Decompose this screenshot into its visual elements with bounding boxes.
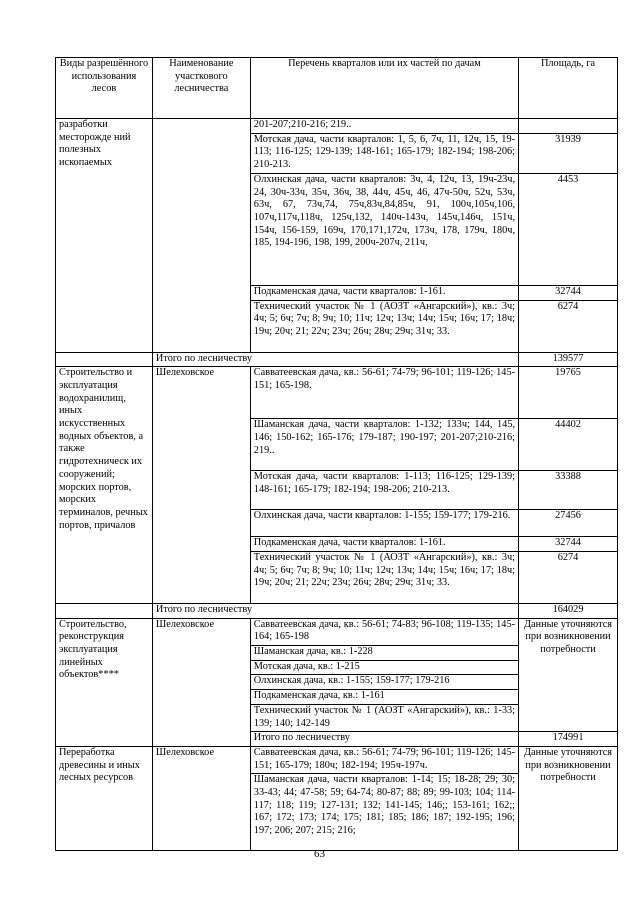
area-note-cell: Данные уточняются при возникновении потребности <box>519 746 618 850</box>
quarters-cell: Савватеевская дача, кв.: 56-61; 74-79; 96-101; 119-126; 145-151; 165-198. <box>250 367 518 419</box>
table-row <box>56 618 618 645</box>
quarters-cell: 201-207;210-216; 219.. <box>250 119 518 134</box>
quarters-cell: Мотская дача, части кварталов: 1-113; 116-125; 129-139; 148-161; 165-179; 182-194; 198-206; 210-213. <box>250 471 518 510</box>
use-type-cell: Переработка древесины и иных лесных ресурсов <box>56 746 153 850</box>
quarters-cell: Савватеевская дача, кв.: 56-61; 74-79; 96-101; 119-126; 145-151; 165-179; 180ч; 182-194; 195ч-197ч. <box>250 746 518 773</box>
area-cell: 32744 <box>519 285 618 300</box>
area-note-cell: Данные уточняются при возникновении потребности <box>519 618 618 732</box>
subtotal-value: 174991 <box>519 732 618 747</box>
empty-cell <box>56 603 153 618</box>
subtotal-label: Итого по лесничеству <box>250 732 518 747</box>
quarters-cell: Мотская дача, части кварталов: 1, 5, 6, 7ч, 11, 12ч, 15, 19-113; 116-125; 129-139; 148-161; 165-179; 182-194; 198-206; 210-213. <box>250 133 518 173</box>
header-use-type: Виды разрешённого использования лесов <box>56 58 153 119</box>
page-number: 63 <box>314 848 325 860</box>
quarters-cell: Олхинская дача, части кварталов: 3ч, 4, 12ч, 13, 19ч-23ч, 24, 30ч-33ч, 35ч, 36ч, 38, 44ч, 45ч, 46, 47ч-50ч, 52ч, 53ч, 63ч, 67, 73ч,74, 75ч,83ч,84,85ч, 91, 100ч,105ч,106, 107ч,117ч,118ч, 125ч,132, 140ч-143ч, 145ч,146ч, 151ч, 154ч, 156-159, 169ч, 170,171,172ч, 173ч, 178, 179ч, 180ч, 185, 194-196, 198, 199, 200ч-207ч, 211ч, <box>250 173 518 285</box>
area-cell: 19765 <box>519 367 618 419</box>
area-cell: 27456 <box>519 510 618 537</box>
forest-use-table <box>55 57 618 851</box>
area-cell: 33388 <box>519 471 618 510</box>
subtotal-value: 139577 <box>519 352 618 367</box>
area-cell <box>519 119 618 134</box>
quarters-cell: Подкаменская дача, кв.: 1-161 <box>250 690 518 705</box>
area-cell: 44402 <box>519 419 618 471</box>
area-cell: 6274 <box>519 551 618 603</box>
area-cell: 32744 <box>519 537 618 552</box>
header-forestry-name: Наименование участкового лесничества <box>152 58 250 119</box>
header-quarters-list: Перечень кварталов или их частей по дачам <box>250 58 518 119</box>
quarters-cell: Технический участок № 1 (АОЗТ «Ангарский»), кв.: 3ч; 4ч; 5; 6ч; 7ч; 8; 9ч; 10; 11ч; 12ч; 13ч; 14ч; 15ч; 16ч; 17; 18ч; 19ч; 20ч; 21; 22ч; 23ч; 26ч; 28ч; 29ч; 31ч; 33. <box>250 300 518 352</box>
header-area: Площадь, га <box>519 58 618 119</box>
subtotal-row <box>56 603 618 618</box>
quarters-cell: Подкаменская дача, части кварталов: 1-161. <box>250 537 518 552</box>
quarters-cell: Технический участок № 1 (АОЗТ «Ангарский»), кв.: 3ч; 4ч; 5; 6ч; 7ч; 8; 9ч; 10; 11ч; 12ч; 13ч; 14ч; 15ч; 16ч; 17; 18ч; 19ч; 20ч; 21; 22ч; 23ч; 26ч; 28ч; 29ч; 31ч; 33. <box>250 551 518 603</box>
quarters-cell: Подкаменская дача, части кварталов: 1-161. <box>250 285 518 300</box>
quarters-cell: Шаманская дача, части кварталов: 1-14; 15; 18-28; 29; 30; 33-43; 44; 47-58; 59; 64-74; 80-87; 88; 89; 99-103; 104; 114-117; 118; 119; 127-131; 132; 141-145; 146;; 153-161; 162;; 167; 172; 173; 174; 175; 181; 185; 186; 187; 192-195; 196; 197; 206; 207; 215; 216; <box>250 774 518 851</box>
use-type-cell: разработки месторожде ний полезных ископаемых <box>56 119 153 353</box>
use-type-cell: Строительство и эксплуатация водохранилищ, иных искусственных водных объектов, а также гидротехническ их сооружений; морских портов, морских терминалов, речных портов, причалов <box>56 367 153 604</box>
quarters-cell: Савватеевская дача, кв.: 56-61; 74-83; 96-108; 119-135; 145-164; 165-198 <box>250 618 518 645</box>
area-cell: 6274 <box>519 300 618 352</box>
subtotal-value: 164029 <box>519 603 618 618</box>
table-header-row <box>56 58 618 119</box>
subtotal-label: Итого по лесничеству <box>152 352 518 367</box>
quarters-cell: Олхинская дача, кв.: 1-155; 159-177; 179-216 <box>250 675 518 690</box>
quarters-cell: Мотская дача, кв.: 1-215 <box>250 660 518 675</box>
use-type-cell: Строительство, реконструкция эксплуатация линейных объектов**** <box>56 618 153 746</box>
empty-cell <box>56 352 153 367</box>
table-row <box>56 367 618 419</box>
area-cell: 31939 <box>519 133 618 173</box>
quarters-cell: Шаманская дача, кв.: 1-228 <box>250 646 518 661</box>
forestry-cell: Шелеховское <box>152 746 250 850</box>
quarters-cell: Технический участок № 1 (АОЗТ «Ангарский»), кв.: 1-33; 139; 140; 142-149 <box>250 704 518 731</box>
forestry-cell <box>152 119 250 353</box>
subtotal-label: Итого по лесничеству <box>152 603 518 618</box>
subtotal-row <box>56 352 618 367</box>
table-row <box>56 119 618 134</box>
quarters-cell: Олхинская дача, части кварталов: 1-155; 159-177; 179-216. <box>250 510 518 537</box>
quarters-cell: Шаманская дача, части кварталов: 1-132; 133ч; 144, 145, 146; 150-162; 165-176; 179-187; 190-197; 201-207;210-216; 219.. <box>250 419 518 471</box>
area-cell: 4453 <box>519 173 618 285</box>
forestry-cell: Шелеховское <box>152 367 250 604</box>
forestry-cell: Шелеховское <box>152 618 250 746</box>
table-row <box>56 746 618 773</box>
